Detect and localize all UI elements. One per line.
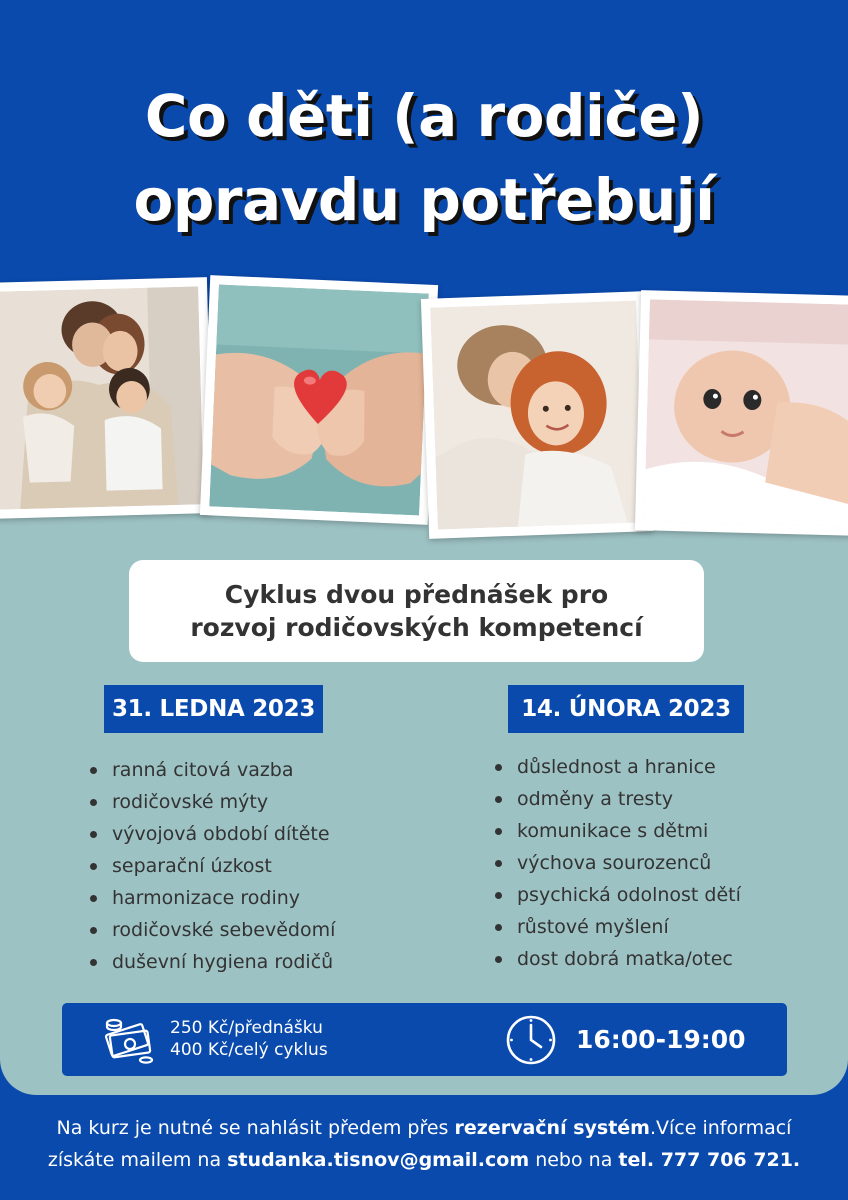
lecture-1-date: 31. LEDNA 2023 [104, 685, 323, 733]
photo-baby [635, 290, 848, 536]
contact-phone[interactable]: tel. 777 706 721. [618, 1149, 801, 1171]
price-single: 250 Kč/přednášku [170, 1018, 323, 1038]
topic-item: psychická odolnost dětí [495, 879, 741, 911]
topic-item: separační úzkost [90, 850, 335, 882]
topic-item: rodičovské sebevědomí [90, 914, 335, 946]
clock-icon [505, 1014, 557, 1066]
poster-title [0, 74, 848, 242]
footer-text [0, 1112, 848, 1176]
poster-title-line-2: opravdu potřebují [133, 166, 715, 234]
topic-item: ranná citová vazba [90, 754, 335, 786]
subtitle-line-2: rozvoj rodičovských kompetencí [190, 613, 643, 642]
topic-item: komunikace s dětmi [495, 815, 741, 847]
topic-item: duševní hygiena rodičů [90, 946, 335, 978]
lecture-2-topics [495, 751, 741, 975]
photo-mother-daughter [421, 291, 653, 539]
prices [170, 1017, 328, 1061]
topic-item: rodičovské mýty [90, 786, 335, 818]
topic-item: výchova sourozenců [495, 847, 741, 879]
footer-line-2 [0, 1144, 848, 1176]
reservation-system-link[interactable]: rezervační systém [454, 1117, 650, 1139]
subtitle-box [129, 560, 704, 662]
price-cycle: 400 Kč/celý cyklus [170, 1040, 328, 1060]
lecture-2-date: 14. ÚNORA 2023 [508, 685, 744, 733]
subtitle-line-1: Cyklus dvou přednášek pro [224, 580, 609, 609]
poster-title-line-1: Co děti (a rodiče) [144, 82, 704, 150]
lecture-1-topics [90, 754, 335, 978]
topic-item: růstové myšlení [495, 911, 741, 943]
footer-text-part: Na kurz je nutné se nahlásit předem přes [56, 1117, 455, 1139]
topic-item: důslednost a hranice [495, 751, 741, 783]
contact-email[interactable]: studanka.tisnov@gmail.com [227, 1149, 530, 1171]
photo-family-hug [0, 277, 213, 519]
photo-hands-heart [200, 275, 438, 525]
topic-item: odměny a tresty [495, 783, 741, 815]
footer-text-part: získáte mailem na [47, 1149, 228, 1171]
topic-item: dost dobrá matka/otec [495, 943, 741, 975]
footer-text-part: .Více informací [649, 1117, 792, 1139]
topic-item: vývojová období dítěte [90, 818, 335, 850]
footer-line-1 [0, 1112, 848, 1144]
lecture-time: 16:00-19:00 [576, 1025, 746, 1054]
topic-item: harmonizace rodiny [90, 882, 335, 914]
footer-text-part: nebo na [529, 1149, 619, 1171]
money-icon [102, 1015, 154, 1065]
info-bar [62, 1003, 787, 1076]
